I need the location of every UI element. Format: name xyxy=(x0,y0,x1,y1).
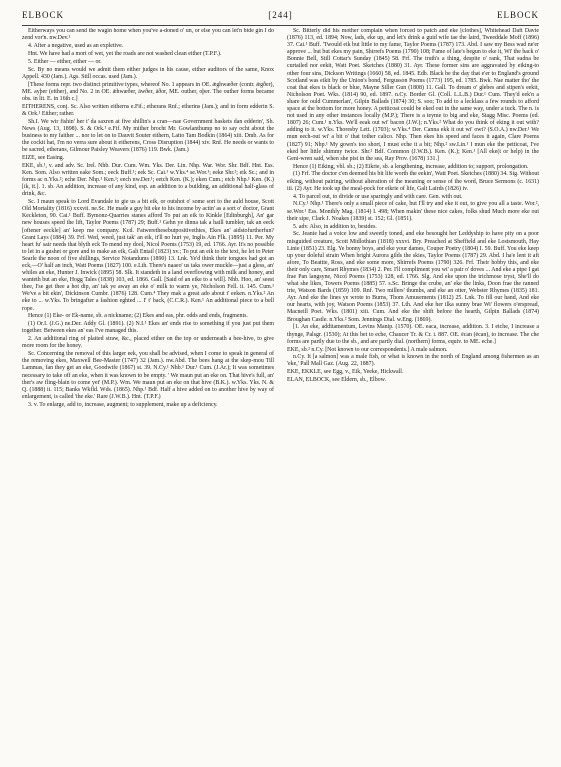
page-number: [244] xyxy=(268,10,293,20)
sub-paragraph: Hence (1) Eke- or Ek-name, sb. a nickname; (2) Ekes and eas, phr. odds and ends, fragments. xyxy=(28,313,248,320)
left-column xyxy=(22,28,274,760)
sub-paragraph: Sc. I maun speak to Lord Evandale to gie us a bit eik, or outshot o' some sort to the auld house, Scott Old Mortality (1816) xxxvii. ne.Sc. He made a guy bit eke to his income by actin' as a sort o' doctor, Grant Keckleton, 90. Cai.¹ Buff. Bymonz-Quarries stanes afford To put an eik to Kinkle [Edinburgh], An' gar new houses speed the lift, Taylor Poems (1787) 29; Buff.¹ Gehn ye dinna tak a haill tumbler, tak an eeck [oftener eeckle] an' keep me company. Kcd. Fatwerethesebutpositivethies, Ekes an' aidstofurtherfun? Grant Lays (1884) 39. Frf. Wed, weed, just tak' an eik, it'll no hurt ye, Inglis Ain Flk. (1895) 11. Per. My heart fu' sair needs that blyth eck To mend my dool, Nicol Poems (1753) 19, ed. 1766. Ayr. It's no possible to let in a gushet or gore and to make an eik, Galt Entail (1823) xv.; To put an eik to the text, he let to Peter Searle the noon of five shillings, Service Notandums (1890) 13. Lnk. Ye'd think their tongues had got an eck,—O' half an inch, Watt Poems (1827) 100. e.Lth. There's naaeo' us taks ower muckle—just a gless, an' whiles an eke, Hunter J. Inwick (1895) 58. Slk. It standeth in a land overflowing with milk and honey, and wanteth but an eke, Hogg Tales (1838) 103, ed. 1866. Gall. [Said of an eike to a will]. Nhb. Hoo, an' seest thee, I'se get thee a hot dip, an' tak ye away an eke o' milk to warm ye, Nicholson Fell. ii. 145. Cum.¹ We've a bit ekin', Dickinson Cumbr. (1876) 128. Cum.⁴ They mak a great ado about t' eeken. n.Yks.² An eke to ... w.Yks. To bringafter a fashion eghted ... I' t' back, (C.C.R.). Ken.¹ An additional piece to a bell rope. xyxy=(22,199,274,312)
sub-paragraph: 5. adv. Also, in addition to, besides. xyxy=(293,223,377,230)
header-left-word: ELBOCK xyxy=(22,10,64,20)
sub-paragraph: (1) Or.I. (J.G.) ne.Der. Addy Gl. (1891). (2) N.I.¹ Ekes an' ends rise to something if you just put them together. Between ekes an' eas I've managed this. xyxy=(22,321,274,335)
sub-paragraph: Sc. Concerning the removal of this larger eek, you shall be advised, when I come to speak in general of the removing ekes, Maxwell Bee-Master (1747) 32 (Jam.). nw.Abd. The bees hang at the skep-mou Till Lammas, fan they get an eke, Goodwife (1867) st. 39. N.Cy.¹ Nhb.¹ Dur.¹ Cum. (J.Ar.); It was sometimes necessary to take off an eke, when it was known to be empty. ' We maun put an eke on. That hive's full, an' ther's aw fling-blain to come yet' (M.P.). Wm. We maun put an eke on that hive (B.K.). w.Yks. Yks. N. & Q. (1888) ii. 115; Banks Wkfld. Wds. (1865). Nhp.¹ Bdf. Half a hive added on to another hive by way of enlargement, is called 'the eke.' Rare (J.W.B.). Hnt. (T.P.F.) xyxy=(22,351,274,400)
sub-paragraph: Sh.I. We wir fishin' her t' da saxren at five shillin's a cran—nae Government baskets dan edderin', Sh. News (Aug. 13, 1898). S. & Ork.¹ e.Fif. My mither brocht Mr. Gowlanthump no to say ocht about the business to my faither ... nor to let on to Dauvit Souter eithern, Latto Tam Bodkin (1864) xiii. Dmb. As for the cockit hat, I'm no verra sure about it eitherens, Cross Disruption (1844) xiv. Rnf. He needs or wants to be sacred, etherans, Gilmour Paisley Weavers (1876) 119. Bwk. (Jam.) xyxy=(22,118,274,154)
sub-paragraph: (1) Frf. The doctor c'en deemed his bit life worth the eekin', Watt Poet. Sketches (1880) 34. Sig. Without eiking, without pairing, without alteration of the meaning or sense of the word, Bruce Sermons (c. 1631) iii. (2) Ayr. He took up the meal-pock for eikrie of life, Galt Lairds (1826) iv. xyxy=(287,171,539,192)
sub-paragraph: Sc. Bitterly did his mother complain when forced to patch and eke [clothes], Whitehead Daft Davie (1876) 113, ed. 1894; Now, lads, eke up, and let's drink a guid wife tae the laird, Tweeddale Moff (1896) 37. Cai.¹ Buff. 'Twould eik but little to my fame, Taylor Poems (1787) 173. Abd. I saw my Bess wad ne'er approve ... but but ekes my pain, Shirrefs Poems (1790) 108; Fame of late's begun to eke it, Wi' the back o' Bonnie Bell, Still Cottar's Sunday (1845) 58. Frf. The truth's a thing, despite o' rank, That sudna be curtailed nor eekit, Watt Poet. Sketches (1880) 31. Ayr. These former sins are aggravated by eiking-to other four sins, Dickson Writings (1660) 58, ed. 1845. Edb. Black be the day that e'er to England's ground Scotland was eikit by the Union's bond, Fergusson Poems (1773) 195, ed. 1785. Bwk. Nae matter tho' the coat that ekes is black or blue, Mayne Siller Gun (1808) 11. Gall. To dream o' glebes and stipen's eekit, Nicholson Poet. Wks. (1814) 90, ed. 1897. n.Cy. Border Gl. (Coll. L.L.B.) Dur.¹ Cum. They'd eek'n a share for ould Cummerlan', Gilpin Ballads (1874) 30; S. soo; To add to a lecklass a few rounds to afford space at the bottom for more honey. A petticoat could be eked out in the same way, under a tuck. The n. is not used in any other instances locally (M.P.); There is a teyme to big and eke, Stagg Misc. Poems (ed. 1807) 26; Cum.¹ n.Yks. We'll eeak out wi' bacon (J.W.); n.Yks.² What do you think of eking it out with? adding to it. w.Yks. Thoresby Lett. (1703); w.Yks.⁴ Der. Canna ekk it out wi' owt? (S.O.A.) nw.Der.¹ We mun eech-out wi' a bit o' that tother calico. Nhp. Then ekes his speed and faces it again, Clare Poems (1827) 91; Nhp.¹ My gown's too short, I must eche it a bit; Nhp.² sw.Lin.¹ I mun eke the petticoat, I've eked her little shimmy twice. Shr.² Bdf. Common (J.W.B.). Ken. (K.); Ken.¹ [All eke(t or help) in the Geni-wren said, when she pist in the sea, Ray Prov. (1678) 131.] xyxy=(287,28,539,162)
sub-paragraph: 4. After a negative, used as an expletive. xyxy=(28,42,124,49)
sub-paragraph: n.Cy. It [a salmon] was a male fish, or what is known in the north of England among fishermen as an 'eke,' Pall Mall Gaz. (Aug. 22, 1887). xyxy=(287,354,539,368)
entry-paragraph: ELAN, ELBOCK, see Eldern, sb., Elbow. xyxy=(287,377,386,384)
sub-paragraph: [These forms repr. two distinct primitive types, whereof No. 1 appears in OE. ǣghwæðer (contr. ǣgðer), ME. ayþer (either), and No. 2 in OE. ǣhwæðer, āwðer, āðor, ME. outher, oþer. The outher forms became obs. in lit. E. in 16th c.] xyxy=(22,81,274,102)
running-header xyxy=(22,10,539,24)
sub-paragraph: 2. An additional ring of plaited straw, &c., placed either on the top or underneath a bee-hive, to give more room for the honey. xyxy=(22,336,274,350)
sub-paragraph: Eitherways you can send the wagin home when you've a-doned o' un, or else you can let'n bide gin I do zend vor'n. nw.Dev.¹ xyxy=(22,28,274,42)
sub-paragraph: Hnt. We have had a mort of wet, yet the roads are not washed clean either (T.P.F.). xyxy=(28,50,222,57)
entry-paragraph: EKE, EKKLE, see Egg, v., Eik, Yeeke, Hickwall. xyxy=(287,369,404,376)
header-right-word: ELBOCK xyxy=(497,10,539,20)
text-columns xyxy=(22,28,539,760)
sub-paragraph: 3. v. To enlarge, add to, increase, augment; to supplement, make up a deficiency. xyxy=(28,401,218,408)
sub-paragraph: Sc. By no means would we admit them either judges in his cause, either auditors of the same, Knox Appell. 430 (Jam.). Ags. Still occas. used (Jam.). xyxy=(22,66,274,80)
header-rule xyxy=(22,25,539,26)
sub-paragraph: 4. To parcel out, to divide or use sparingly and with care. Gen. with out. xyxy=(293,193,463,200)
sub-paragraph: [1. An eke, additamentum, Levins Manip. (1570). OE. eaca, increase, addition. 3. I etche, I increase a thynge, Palsgr. (1530); At this bet to eche, Chaucer Tr. & Cr. i. 887. OE. ēcan (ēcan), to increase. The che forms are partly due to the sb., and are partly dial. (northern) forms, equiv. to ME. eche.] xyxy=(287,324,539,345)
sub-paragraph: Sc. Jeanie had a voice low and sweetly toned, and eke besought her Leddyship to have pity on a poor misguided creature, Scott Midlothian (1818) xxxvi. Bry. Preached at Sheffield and eke Lostsmouth, Hay Linie (1851) 23. Elg. Ye bonny boys, and eke your dames, Couper Poetry (1804) I. 59. Buff. You eke keep up your doleful strain When bright Aurora gilds the skies, Taylor Poems (1787) 29. Abd. I ha'e lent it aft afore, To Beattie, Ross, and eke some more, Shirrefs Poems (1790) 326. Frf. Their hobby this, and eke their only care, Smart Rhymes (1834) 2. Per. I'll compliment you wi' a pair o' doves ... And eke a pipe I gat frae Pan langsyne, Nicol Poems (1753) 128, ed. 1766. Slg. And eke upon the trichmose tryst, She'll do what she likes, Towers Poems (1885) 57. s.Sc. Bringe the crube, an' eke the links, Doon frae the ranned trie, Watson Bards (1859) 109. Rnf. Two millers' thumbs, and eke an otter, Webster Rhymes (1835) 181. Ayr. And eke the lines ye wrote to Burns, Thom Amusements (1812) 25. Lnk. To fill our hand, And eke our hearts, with joy, Watson Poems (1853) 37. Lth. And eke her ilka sunny brae Wi' flowers o'erspread, Macneill Poet. Wks. (1801) xiii. Cum. And eke the shift before the hearth, Gilpin Ballads (1874) Broughan Castle. n.Yks.² Som. Jennings Dial. w.Eng. (1869). xyxy=(287,231,539,323)
entry-paragraph: EKE, sb.² n.Cy. [Not known to our correspondents.] A male salmon. xyxy=(287,346,448,353)
sub-paragraph: N.Cy.¹ Nhp.¹ There's only a small piece of cake, but I'll try and eke it out, to give you all a taste. Wor.², se.Wor.¹ Ess. Monthly Mag. (1814) I. 498; When makin' these nice cakes, folks shud Much more eke out their sipe, Clark J. Noakes (1839) st. 152; Gl. (1851). xyxy=(287,201,539,222)
right-column xyxy=(287,28,539,760)
entry-paragraph: EIZE, see Easing. xyxy=(22,154,65,161)
sub-paragraph: Hence (1) Eiking, vbl. sb.; (2) Eikrie, sb. a lengthening, increase, addition to; support, prolongation. xyxy=(293,163,529,170)
entry-paragraph: EKE, sb.¹, v. and adv. Sc. Irel. Nhb. Dur. Cum. Wm. Yks. Der. Lin. Nhp. War. Wor. Shr. Bdf. Hnt. Ess. Ken. Som. Also written eake Som.; eeck Buff.¹; eek Sc. Cai.¹ w.Yks.⁴ se.Wor.¹; eeke Shr.²; eik Sc.; and in forms ac n.Yks.²; eche Der. Nhp.¹ Ken.¹; eech nw.Der.¹; eetch Ken. (K.); eken Cum.; etch Nhp.¹ Ken. (K.) [ik, īt.]. 1. sb. An addition, increase of any kind, esp. an addition to a building, an additional half-glass of drink, &c. xyxy=(22,162,274,198)
entry-paragraph: EITHERENS, conj. Sc. Also written eitherns e.Fif.; etherans Rnf.; etherins (Jam.); and in form edderin S. & Ork.¹ Either; rather. xyxy=(22,103,274,117)
sub-paragraph: 5. Either — either, either — or. xyxy=(28,58,102,65)
